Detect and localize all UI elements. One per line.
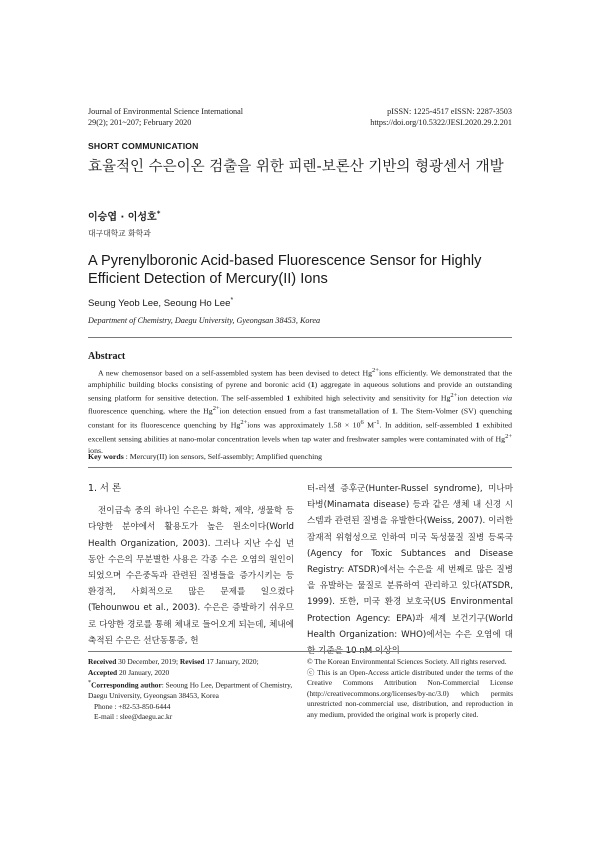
abstract-seg: ion detection <box>457 393 503 403</box>
received-label: Received <box>88 657 117 666</box>
body-column-left <box>88 481 294 649</box>
copyright: © The Korean Environmental Sciences Society. All rights reserved. <box>307 657 507 666</box>
copyright-block <box>307 657 513 721</box>
abstract-heading: Abstract <box>88 351 126 362</box>
abstract-seg: ions efficiently. We demonstrated that the amphiphilic building blocks consisting of pyrene and boronic acid ( <box>88 368 513 389</box>
korean-authors <box>88 208 160 223</box>
volume-line: 29(2); 201~207; February 2020 <box>88 118 192 127</box>
accepted-date: 20 January, 2020 <box>117 667 170 677</box>
keywords-text: : Mercury(II) ion sensors, Self-assembly; Amplified quenching <box>123 452 323 461</box>
received-date: 30 December, 2019; <box>116 657 180 666</box>
abstract-seg: A new chemosensor based on a self-assembled system has been devised to detect Hg <box>98 368 373 378</box>
journal-header-left <box>88 106 243 128</box>
abstract-text <box>88 365 512 456</box>
abstract-sup: 2+ <box>372 367 379 374</box>
body-column-right <box>307 481 513 659</box>
abstract-seg: M <box>363 420 375 430</box>
korean-author-names: 이승엽 · 이성호 <box>88 212 157 223</box>
phone: Phone : +82-53-850-6444 <box>94 701 171 711</box>
section-heading: 1. 서 론 <box>88 483 122 494</box>
abstract-sup: -1 <box>374 419 380 427</box>
keywords <box>88 452 512 461</box>
abstract-seg: ) aggregate in aqueous solutions and provide an outstanding sensing platform for sensitive detection. The self-assembled <box>88 379 512 403</box>
abstract-seg: exhibited high selectivity and sensitivity for Hg <box>290 393 451 403</box>
abstract-sup: 6 <box>360 419 364 427</box>
journal-header-right <box>370 106 512 128</box>
korean-author-mark: * <box>156 209 161 218</box>
email[interactable]: E-mail : slee@daegu.ac.kr <box>94 712 173 722</box>
abstract-seg: . The Stern-Volmer (SV) quenching constant for its fluorescence quenching by Hg <box>88 407 513 430</box>
divider-abstract <box>88 467 512 468</box>
english-affiliation: Department of Chemistry, Daegu University, Gyeongsan 38453, Korea <box>88 316 321 325</box>
journal-name: Journal of Environmental Science International <box>88 107 244 116</box>
korean-affiliation: 대구대학교 화학과 <box>88 229 151 238</box>
english-author-mark: * <box>230 297 234 304</box>
issn: pISSN: 1225-4517 eISSN: 2287-3503 <box>387 107 512 116</box>
accepted-label: Accepted <box>88 667 118 677</box>
corresponding-author <box>88 678 294 702</box>
corr-mark: * <box>88 680 92 687</box>
abstract-seg: fluorescence quenching, where the Hg <box>88 407 213 417</box>
article-history <box>88 657 294 723</box>
english-title: A Pyrenylboronic Acid-based Fluorescence Sensor for Highly Efficient Detection of Mercury(II) Ions <box>88 253 482 287</box>
divider-footnotes <box>88 651 512 652</box>
license: ⓒ This is an Open-Access article distributed under the terms of the Creative Commons Attribution Non-Commercial License (http://creativecommons.org/licenses/by-nc/3.0) which permits unrestricted non-commercial use, distribution, and reproduction in any medium, provided the original work is properly cited. <box>307 667 513 719</box>
english-author-names: Seung Yeob Lee, Seoung Ho Lee <box>88 298 231 310</box>
abstract-seg: ions. <box>88 445 103 455</box>
abstract-seg: exhibited excellent sensing abilities at nano-molar concentration levels when tap water and freshwater samples were contaminated with of Hg <box>88 420 512 444</box>
compound-ref: 1 <box>391 407 396 417</box>
accepted-line <box>88 668 294 679</box>
corr-label: Corresponding author <box>91 680 162 690</box>
compound-ref: 1 <box>286 393 291 403</box>
body-paragraph: 터-러셀 증후군(Hunter-Russel syndrome), 미나마타병(Minamata disease) 등과 같은 생체 내 신경 시스템과 관련된 질병을 유발한다(Weiss, 2007). 이러한 잠재적 위험성으로 인하여 미국 독성물질 질병 등록국(Agency for Toxic Subtances and Disease Registry: ATSDR)에서는 수은을 세 번째로 많은 질병을 유발하는 물질로 분류하여 관리하고 있다(ATSDR, 1999). 또한, 미국 환경 보호국(US Environmental Protection Agency: EPA)과 세계 보건기구(World Health Organization: WHO)에서는 수은 오염에 대한 기준을 10 nM 이상의 <box>307 484 513 657</box>
compound-ref: 1 <box>310 379 315 389</box>
revised-label: Revised <box>179 657 205 666</box>
compound-ref: 1 <box>475 420 480 430</box>
keywords-label: Key words <box>88 452 124 461</box>
abstract-italic: via <box>502 393 512 403</box>
body-paragraph: 전이금속 중의 하나인 수은은 화학, 제약, 생물학 등 다양한 분야에서 활용도가 높은 원소이다(World Health Organization, 2003). 그러나 지난 수십 년 동안 수은의 무분별한 사용은 각종 수은 오염의 원인이 되었으며 수은중독과 관련된 질병들을 증가시키는 등 환경적, 사회적으로 많은 문제를 일으켰다(Tehounwou et al., 2003). 수은은 증발하기 쉬우므로 다양한 경로를 통해 체내로 들어오게 되는데, 체내에 축적된 수은은 선단동통증, 헌 <box>88 506 294 646</box>
abstract-sup: 2+ <box>240 419 248 427</box>
divider-top <box>88 337 512 338</box>
abstract-seg: . In addition, self-assembled <box>379 420 476 430</box>
abstract-sup: 2+ <box>505 432 512 440</box>
doi-link[interactable]: https://doi.org/10.5322/JESI.2020.29.2.201 <box>370 118 512 127</box>
abstract-seg: ion detection ensued from a fast transmetallation of <box>219 407 392 417</box>
revised-date: 17 January, 2020; <box>204 657 259 666</box>
english-authors <box>88 297 233 309</box>
korean-title: 효율적인 수은이온 검출을 위한 피렌-보론산 기반의 형광센서 개발 <box>88 159 504 175</box>
corr-text: : Seoung Ho Lee, Department of Chemistry, Daegu University, Gyeongsan 38453, Korea <box>88 680 293 701</box>
received-line <box>88 657 294 668</box>
abstract-sup: 2+ <box>450 391 458 399</box>
abstract-sup: 2+ <box>212 405 220 413</box>
abstract-seg: ions was approximately 1.58 × 10 <box>247 420 361 430</box>
article-type: SHORT COMMUNICATION <box>88 141 199 151</box>
